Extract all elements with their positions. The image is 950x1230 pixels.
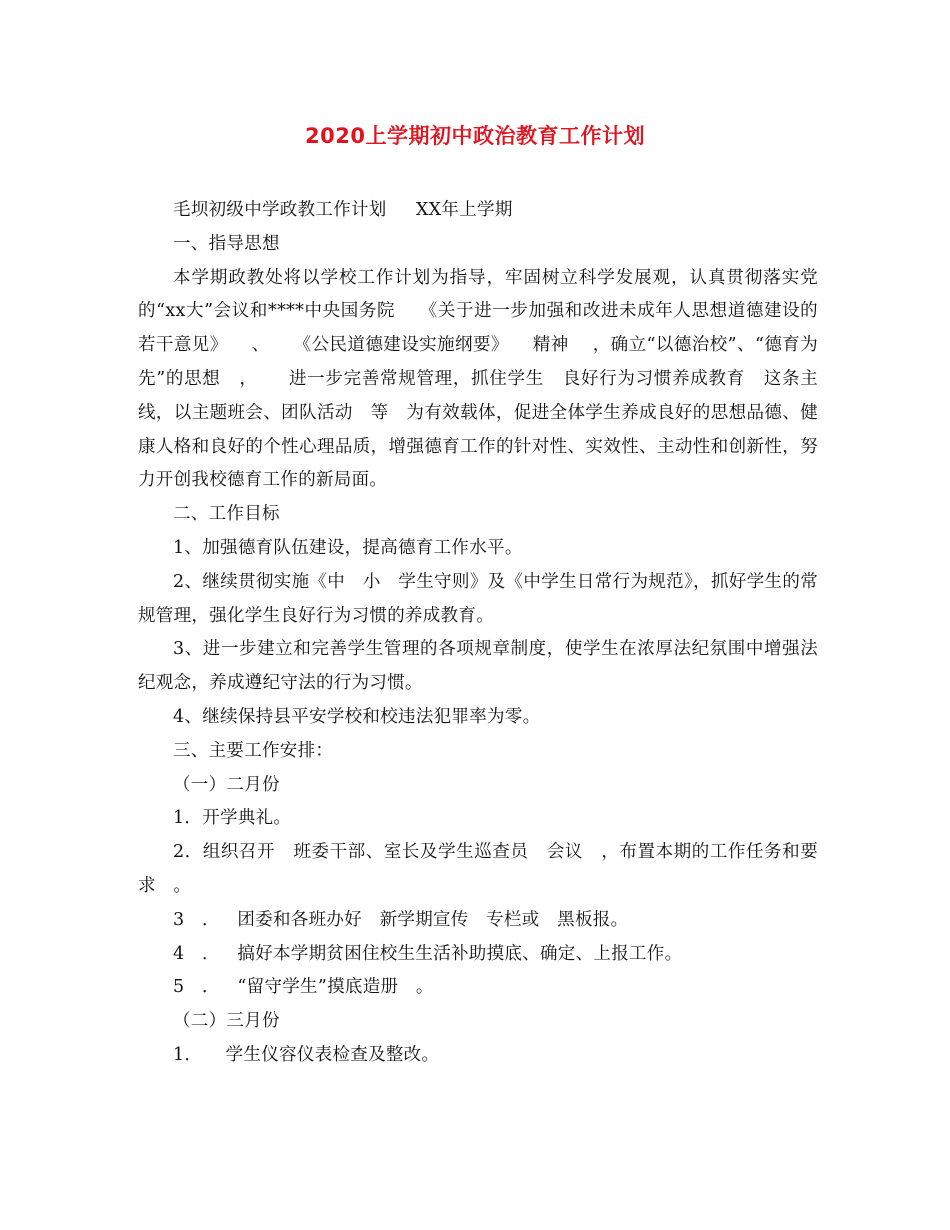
subsection-february: （一）二月份 [173, 774, 280, 795]
section-heading-work-goals: 二、工作目标 [173, 504, 280, 525]
goal-item-2: 2、继续贯彻实施《中 小 学生守则》及《中学生日常行为规范》，抓好学生的常规管理，强化学生良好行为习惯的养成教育。 [138, 571, 818, 626]
goal-item-1: 1、加强德育队伍建设，提高德育工作水平。 [173, 537, 523, 558]
february-item-5: 5 ． “留守学生”摸底造册 。 [173, 977, 434, 998]
document-title: 2020上学期初中政治教育工作计划 [305, 124, 645, 148]
document-body [138, 194, 818, 1073]
section-heading-guiding-thought: 一、指导思想 [173, 233, 280, 254]
goal-item-4: 4、继续保持县平安学校和校违法犯罪率为零。 [173, 706, 541, 727]
february-item-4: 4 ． 搞好本学期贫困住校生生活补助摸底、确定、上报工作。 [173, 943, 683, 964]
intro-line: 毛坝初级中学政教工作计划 XX年上学期 [173, 200, 513, 220]
goal-item-3: 3、进一步建立和完善学生管理的各项规章制度，使学生在浓厚法纪氛围中增强法纪观念，养成遵纪守法的行为习惯。 [138, 639, 818, 694]
february-item-3: 3 ． 团委和各班办好 新学期宣传 专栏或 黑板报。 [173, 909, 629, 930]
guiding-thought-paragraph: 本学期政教处将以学校工作计划为指导，牢固树立科学发展观，认真贯彻落实党的“xx大”会议和****中央国务院 《关于进一步加强和改进未成年人思想道德建设的若干意见》 、 《公民道德建设实施纲要》 精神 ，确立“以德治校”、“德育为先”的思想 ， 进一步完善常规管理，抓住学生 良好行为习惯养成教育 这条主线，以主题班会、团队活动 等 为有效载体，促进全体学生养成良好的思想品德、健康人格和良好的个性心理品质，增强德育工作的针对性、实效性、主动性和创新性，努力开创我校德育工作的新局面。 [138, 267, 819, 491]
section-heading-main-work: 三、主要工作安排： [173, 740, 334, 761]
march-item-1: 1． 学生仪容仪表检查及整改。 [173, 1044, 440, 1065]
february-item-2: 2．组织召开 班委干部、室长及学生巡查员 会议 ，布置本期的工作任务和要求 。 [138, 842, 818, 896]
february-item-1: 1．开学典礼。 [173, 808, 292, 829]
subsection-march: （二）三月份 [173, 1011, 280, 1032]
